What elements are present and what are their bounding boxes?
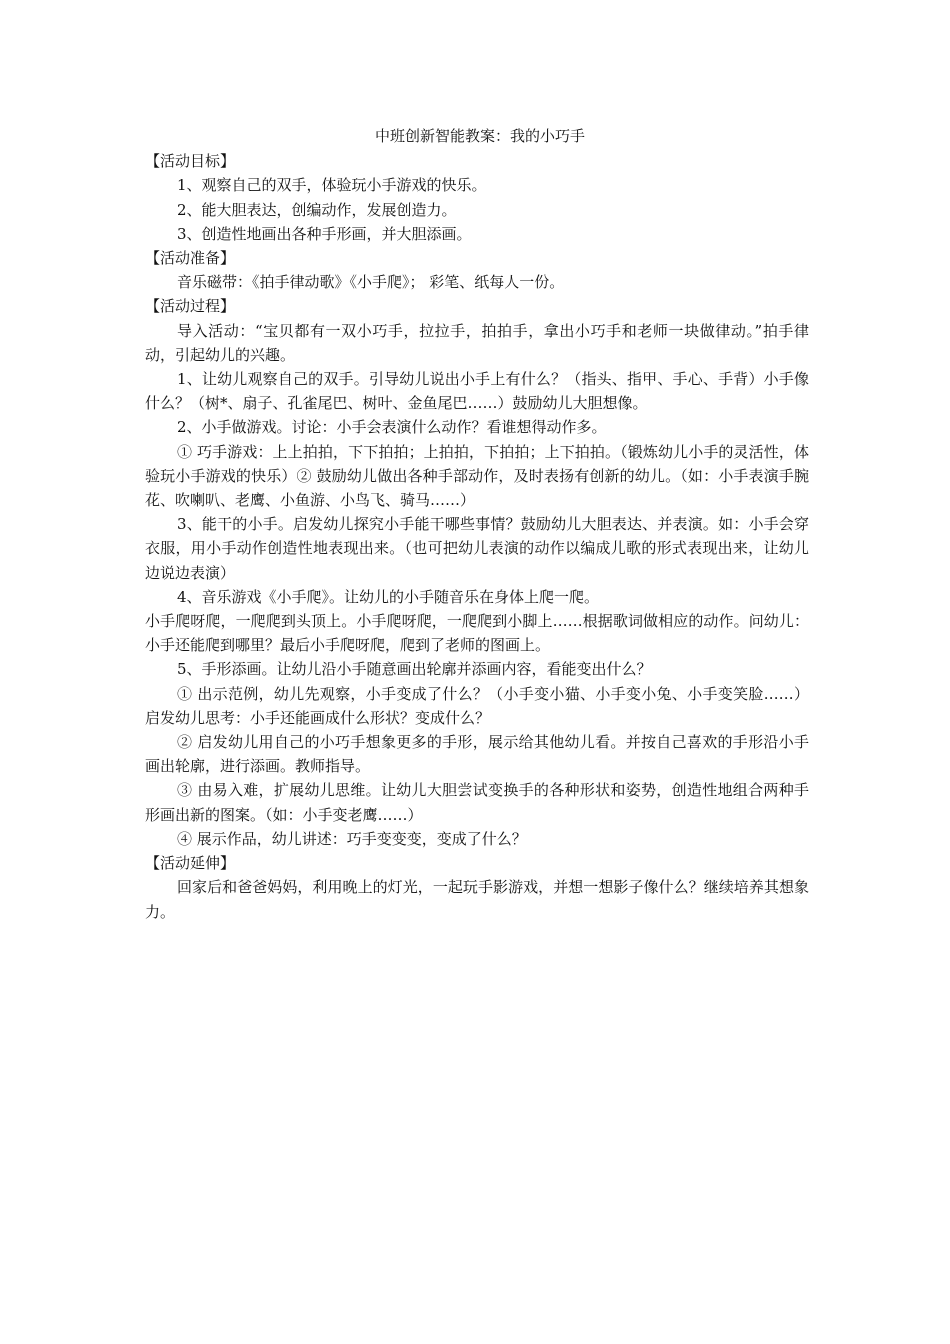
section-heading-extension: 【活动延伸】	[145, 854, 236, 873]
section-heading-process: 【活动过程】	[145, 297, 236, 316]
section-heading-preparation: 【活动准备】	[145, 249, 236, 268]
process-paragraph: ① 巧手游戏：上上拍拍，下下拍拍；上拍拍，下拍拍；上下拍拍。（锻炼幼儿小手的灵活性，体验玩小手游戏的快乐）② 鼓励幼儿做出各种手部动作，及时表扬有创新的幼儿。（如：小手表演手腕花、吹喇叭、老鹰、小鱼游、小鸟飞、骑马……）	[145, 442, 809, 510]
process-paragraph: 4、音乐游戏《小手爬》。让幼儿的小手随音乐在身体上爬一爬。	[177, 587, 600, 606]
process-paragraph: ① 出示范例，幼儿先观察，小手变成了什么？（小手变小猫、小手变小兔、小手变笑脸……）启发幼儿思考：小手还能画成什么形状？变成什么？	[145, 684, 809, 727]
process-paragraph: 3、能干的小手。启发幼儿探究小手能干哪些事情？鼓励幼儿大胆表达、并表演。如：小手会穿衣服，用小手动作创造性地表现出来。（也可把幼儿表演的动作以编成儿歌的形式表现出来，让幼儿边说边表演）	[145, 515, 809, 582]
extension-paragraph: 回家后和爸爸妈妈，利用晚上的灯光，一起玩手影游戏，并想一想影子像什么？继续培养其想象力。	[145, 878, 809, 921]
preparation-paragraph: 音乐磁带：《拍手律动歌》《小手爬》； 彩笔、纸每人一份。	[177, 273, 565, 292]
process-paragraph: 2、小手做游戏。讨论：小手会表演什么动作？看谁想得动作多。	[177, 418, 607, 437]
section-heading-goals: 【活动目标】	[145, 152, 236, 171]
process-paragraph: 导入活动：“宝贝都有一双小巧手，拉拉手，拍拍手，拿出小巧手和老师一块做律动。”拍手律动，引起幼儿的兴趣。	[145, 321, 809, 364]
document-body	[145, 124, 809, 924]
process-paragraph: ② 启发幼儿用自己的小巧手想象更多的手形，展示给其他幼儿看。并按自己喜欢的手形沿小手画出轮廓，进行添画。教师指导。	[145, 733, 809, 776]
process-paragraph: 5、手形添画。让幼儿沿小手随意画出轮廓并添画内容，看能变出什么？	[177, 660, 652, 679]
goal-item: 3、创造性地画出各种手形画，并大胆添画。	[177, 224, 472, 243]
process-paragraph: ④ 展示作品，幼儿讲述：巧手变变变，变成了什么？	[177, 829, 527, 848]
process-paragraph: 1、让幼儿观察自己的双手。引导幼儿说出小手上有什么？（指头、指甲、手心、手背）小手像什么？（树*、扇子、孔雀尾巴、树叶、金鱼尾巴……）鼓励幼儿大胆想像。	[145, 370, 809, 413]
goal-item: 1、观察自己的双手，体验玩小手游戏的快乐。	[177, 176, 487, 195]
document-title: 中班创新智能教案：我的小巧手	[374, 127, 585, 145]
process-paragraph: ③ 由易入难，扩展幼儿思维。让幼儿大胆尝试变换手的各种形状和姿势，创造性地组合两种手形画出新的图案。（如：小手变老鹰……）	[145, 781, 809, 824]
goal-item: 2、能大胆表达，创编动作，发展创造力。	[177, 200, 457, 219]
song-lyrics-paragraph: 小手爬呀爬，一爬爬到头顶上。小手爬呀爬，一爬爬到小脚上……根据歌词做相应的动作。问幼儿：小手还能爬到哪里？最后小手爬呀爬，爬到了老师的图画上。	[145, 612, 809, 655]
